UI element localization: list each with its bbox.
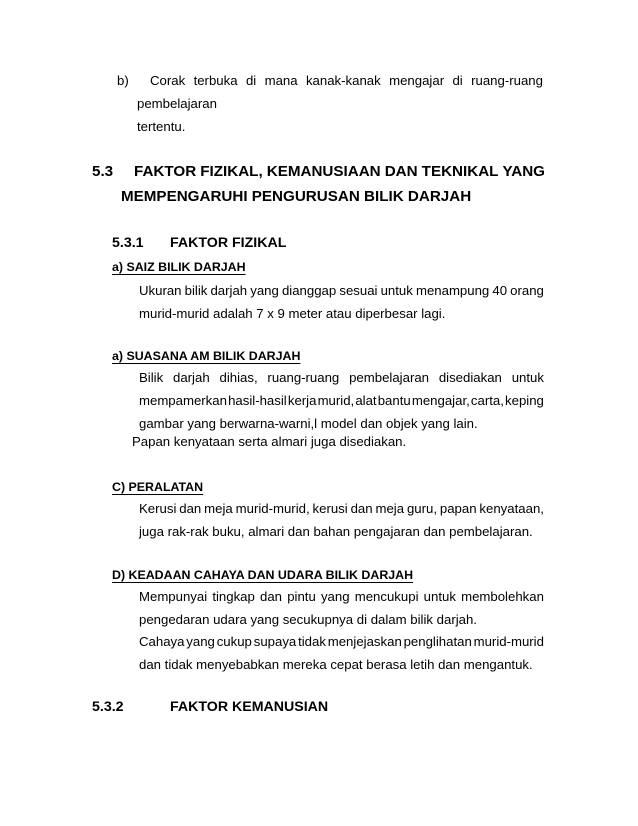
word: dihias, — [219, 370, 258, 385]
word: menampung — [415, 283, 490, 298]
word: papan — [439, 501, 477, 516]
cahaya-bullet1-line2: pengedaran udara yang secukupnya di dalam bilik darjah. — [139, 612, 477, 627]
suasana-bullet1-line1 — [139, 370, 544, 386]
word: orang — [510, 283, 544, 298]
item-label: b) — [117, 73, 129, 88]
word: darjah — [173, 370, 210, 385]
word: pembelajaran — [349, 370, 430, 385]
word: meja — [375, 501, 405, 516]
word: DAN — [384, 163, 418, 180]
section-title-line2: MEMPENGARUHI PENGURUSAN BILIK DARJAH — [121, 188, 472, 205]
suasana-bullet2: Papan kenyataan serta almari juga disediakan. — [132, 434, 407, 449]
section-title-line1 — [134, 163, 545, 181]
word: mana — [264, 73, 298, 88]
cahaya-bullet2-line1 — [139, 634, 544, 650]
word: mengajar — [389, 73, 445, 88]
subsection-title: FAKTOR KEMANUSIAN — [170, 699, 329, 715]
word: sesuai — [339, 283, 378, 298]
cahaya-bullet2-line2: dan tidak menyebabkan mereka cepat berasa letih dan mengantuk. — [139, 657, 533, 672]
word: ruang-ruang — [471, 73, 543, 88]
word: penglihatan — [403, 634, 472, 649]
word: yang — [186, 634, 215, 649]
word: TEKNIKAL — [421, 163, 499, 180]
item-b-line1 — [150, 73, 543, 89]
word: yang — [250, 283, 279, 298]
suasana-heading: a) SUASANA AM BILIK DARJAH — [112, 349, 301, 363]
word: alat — [355, 393, 377, 408]
cahaya-bullet1-line1 — [139, 589, 544, 605]
word: membolehkan — [461, 589, 544, 604]
word: ruang-ruang — [267, 370, 340, 385]
saiz-heading: a) SAIZ BILIK DARJAH — [112, 260, 246, 274]
saiz-bullet1-line1 — [139, 283, 544, 299]
subsection-number: 5.3.2 — [92, 699, 124, 715]
word: tidak — [298, 634, 326, 649]
subsection-title: FAKTOR FIZIKAL — [170, 235, 287, 251]
word: murid-murid — [473, 634, 544, 649]
peralatan-bullet1-line1 — [139, 501, 544, 517]
peralatan-heading: C) PERALATAN — [112, 480, 204, 494]
word: Kerusi — [139, 501, 177, 516]
word: bilik — [184, 283, 208, 298]
word: pintu — [287, 589, 316, 604]
word: disediakan — [438, 370, 502, 385]
word: Bilik — [139, 370, 164, 385]
word: tingkap — [212, 589, 255, 604]
word: terbuka — [193, 73, 238, 88]
subsection-number: 5.3.1 — [112, 235, 144, 251]
suasana-bullet1-line3: gambar yang berwarna-warni,l model dan objek yang lain. — [139, 416, 478, 431]
word: dan — [179, 501, 202, 516]
word: murid, — [317, 393, 355, 408]
word: murid-murid, — [235, 501, 310, 516]
word: keping — [505, 393, 544, 408]
word: 40 — [492, 283, 508, 298]
word: carta, — [470, 393, 504, 408]
word: Cahaya — [139, 634, 185, 649]
word: hasil-hasil — [228, 393, 287, 408]
saiz-bullet1-line2: murid-murid adalah 7 x 9 meter atau diperbesar lagi. — [139, 306, 446, 321]
item-b-line3: tertentu. — [137, 119, 186, 134]
word: untuk — [380, 283, 413, 298]
word: untuk — [423, 589, 456, 604]
word: mencukupi — [354, 589, 419, 604]
word: di — [245, 73, 257, 88]
word: mempamerkan — [139, 393, 227, 408]
word: darjah — [210, 283, 248, 298]
word: meja — [204, 501, 233, 516]
peralatan-bullet1-line2: juga rak-rak buku, almari dan bahan pengajaran dan pembelajaran. — [139, 524, 533, 539]
cahaya-heading: D) KEADAAN CAHAYA DAN UDARA BILIK DARJAH — [112, 568, 414, 582]
word: Mempunyai — [139, 589, 208, 604]
word: bantu — [377, 393, 411, 408]
word: kerja — [287, 393, 317, 408]
word: KEMANUSIAAN — [266, 163, 381, 180]
word: guru, — [406, 501, 437, 516]
word: di — [452, 73, 463, 88]
word: dan — [260, 589, 283, 604]
word: menjejaskan — [327, 634, 402, 649]
word: Corak — [150, 73, 186, 88]
suasana-bullet1-line2 — [139, 393, 544, 409]
word: dianggap — [281, 283, 337, 298]
word: supaya — [253, 634, 297, 649]
word: Ukuran — [139, 283, 182, 298]
word: mengajar, — [411, 393, 470, 408]
word: kenyataan, — [479, 501, 544, 516]
word: dan — [350, 501, 373, 516]
word: kanak-kanak — [305, 73, 381, 88]
item-b-line2: pembelajaran — [137, 96, 217, 111]
word: FAKTOR — [134, 163, 197, 180]
word: kerusi — [312, 501, 348, 516]
word: FIZIKAL, — [200, 163, 263, 180]
word: yang — [320, 589, 350, 604]
word: cukup — [216, 634, 252, 649]
word: untuk — [511, 370, 544, 385]
section-number: 5.3 — [92, 163, 114, 180]
word: YANG — [502, 163, 545, 180]
